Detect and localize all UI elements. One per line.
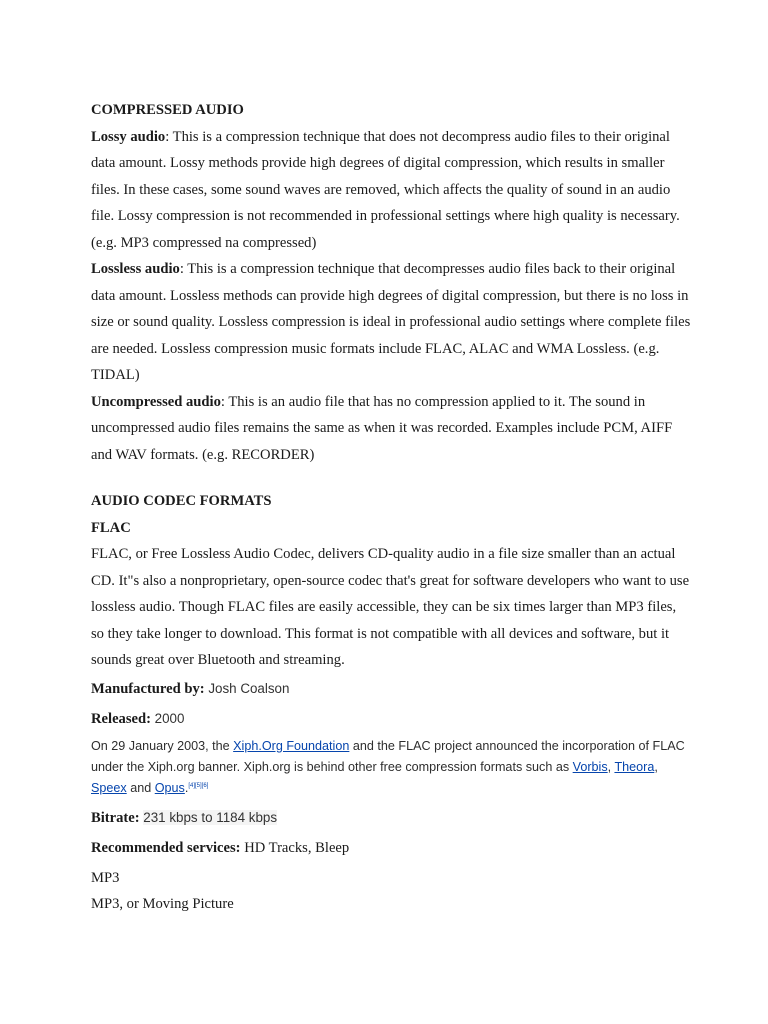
bitrate-label: Bitrate: bbox=[91, 809, 140, 826]
speex-link[interactable]: Speex bbox=[91, 780, 127, 795]
audio-codec-formats-heading: AUDIO CODEC FORMATS bbox=[91, 493, 272, 509]
released-line bbox=[91, 706, 691, 732]
opus-link[interactable]: Opus bbox=[154, 780, 185, 795]
document-body bbox=[91, 97, 691, 918]
lossless-audio-paragraph bbox=[91, 256, 691, 389]
bitrate-line bbox=[91, 805, 691, 831]
released-label: Released: bbox=[91, 710, 151, 727]
recommended-services-line bbox=[91, 835, 691, 861]
uncompressed-audio-text: : This is an audio file that has no compression applied to it. The sound in uncompressed audio files remains the same as when it was recorded. Examples include PCM, AIFF and WAV formats. (e.g. RECORDER) bbox=[91, 393, 673, 463]
uncompressed-audio-paragraph bbox=[91, 389, 691, 469]
history-text-1: On 29 January 2003, the bbox=[91, 738, 234, 753]
manufactured-by-label: Manufactured by: bbox=[91, 680, 205, 697]
lossless-audio-label: Lossless audio bbox=[91, 261, 180, 277]
uncompressed-audio-label: Uncompressed audio bbox=[91, 393, 221, 410]
lossy-audio-label: Lossy audio bbox=[91, 128, 166, 145]
xiph-org-foundation-link[interactable]: Xiph.Org Foundation bbox=[233, 738, 350, 753]
flac-history-paragraph bbox=[91, 736, 691, 799]
released-value: 2000 bbox=[154, 710, 185, 726]
history-text-2: and the FLAC project announced the incorporation of FLAC under the Xiph.org banner. Xiph.org is behind other free compression formats such as bbox=[91, 738, 685, 774]
history-sep-3: and bbox=[126, 780, 155, 795]
vorbis-link[interactable]: Vorbis bbox=[572, 759, 608, 774]
flac-title: FLAC bbox=[91, 519, 131, 536]
theora-link[interactable]: Theora bbox=[614, 759, 655, 774]
history-sep-2: , bbox=[654, 759, 658, 774]
bitrate-value: 231 kbps to 1184 kbps bbox=[143, 809, 278, 825]
history-sep-1: , bbox=[607, 759, 615, 774]
lossy-audio-paragraph bbox=[91, 124, 691, 257]
reference-links[interactable]: [4][5][6] bbox=[188, 782, 209, 789]
recommended-services-label: Recommended services: bbox=[91, 839, 241, 856]
mp3-title: MP3 bbox=[91, 869, 120, 886]
manufactured-by-value: Josh Coalson bbox=[208, 680, 290, 696]
section-spacer bbox=[91, 468, 691, 488]
recommended-services-value: HD Tracks, Bleep bbox=[244, 839, 350, 856]
compressed-audio-heading: COMPRESSED AUDIO bbox=[91, 102, 244, 118]
manufactured-by-line bbox=[91, 676, 691, 702]
flac-description: FLAC, or Free Lossless Audio Codec, delivers CD-quality audio in a file size smaller than an actual CD. It"s also a nonproprietary, open-source codec that's great for software developers who want to use lossless audio. Though FLAC files are easily accessible, they can be six times larger than MP3 files, so they take longer to download. This format is not compatible with all devices and software, but it sounds great over Bluetooth and streaming. bbox=[91, 546, 690, 668]
history-end: . bbox=[184, 780, 189, 795]
lossy-audio-text: : This is a compression technique that does not decompress audio files to their original data amount. Lossy methods provide high degrees of digital compression, which results in smaller files. In these cases, some sound waves are removed, which affects the quality of sound in an audio file. Lossy compression is not recommended in professional settings where high quality is necessary. (e.g. MP3 compressed na compressed) bbox=[91, 128, 680, 251]
mp3-description: MP3, or Moving Picture bbox=[91, 896, 234, 912]
lossless-audio-text: : This is a compression technique that decompresses audio files back to their original data amount. Lossless methods can provide high degrees of digital compression, but there is no loss in size or sound quality. Lossless compression is ideal in professional audio settings where complete files are needed. Lossless compression music formats include FLAC, ALAC and WMA Lossless. (e.g. TIDAL) bbox=[91, 261, 691, 383]
